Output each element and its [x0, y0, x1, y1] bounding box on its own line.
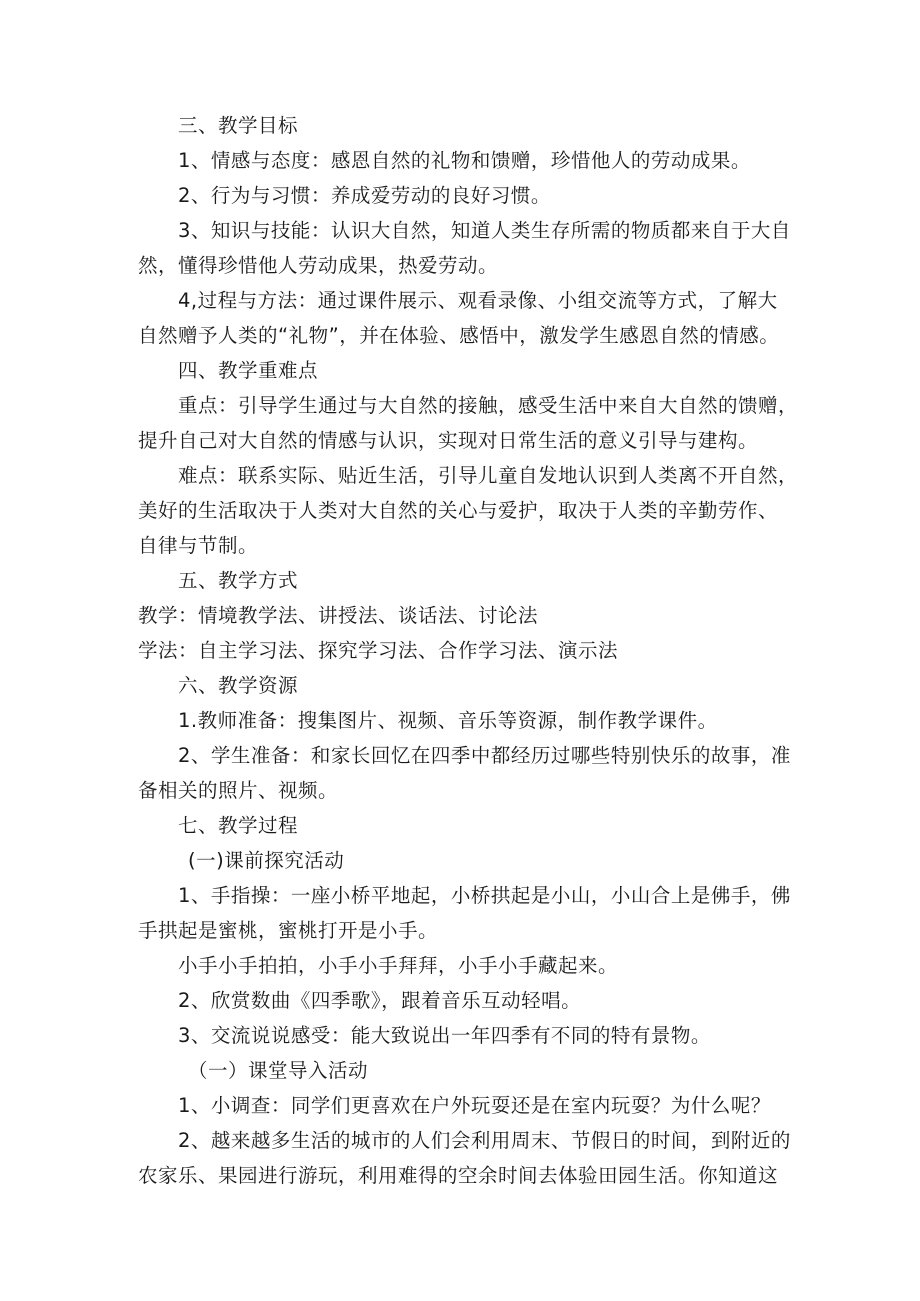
heading-teaching-methods: 五、教学方式 — [178, 569, 299, 592]
paragraph-line: 备相关的照片、视频。 — [138, 779, 339, 802]
paragraph-line: 自然赠予人类的“礼物”，并在体验、感悟中，激发学生感恩自然的情感。 — [138, 324, 780, 347]
paragraph-line: 1.教师准备：搜集图片、视频、音乐等资源，制作教学课件。 — [178, 709, 718, 732]
heading-teaching-resources: 六、教学资源 — [178, 674, 299, 697]
heading-teaching-objectives: 三、教学目标 — [178, 114, 299, 137]
paragraph-line: 1、小调查：同学们更喜欢在户外玩耍还是在室内玩耍？为什么呢？ — [178, 1094, 771, 1117]
paragraph-line: 教学：情境教学法、讲授法、谈话法、讨论法 — [138, 604, 539, 627]
paragraph-line: 然，懂得珍惜他人劳动成果，热爱劳动。 — [138, 254, 499, 277]
paragraph-line: 2、学生准备：和家长回忆在四季中都经历过哪些特别快乐的故事，准 — [178, 744, 791, 767]
paragraph-line: 3、交流说说感受：能大致说出一年四季有不同的特有景物。 — [178, 1024, 711, 1047]
paragraph-line: 3、知识与技能：认识大自然，知道人类生存所需的物质都来自于大自 — [178, 219, 791, 242]
paragraph-line: 4,过程与方法：通过课件展示、观看录像、小组交流等方式，了解大 — [178, 289, 778, 312]
subheading-pre-class-activity: (一)课前探究活动 — [188, 849, 345, 872]
paragraph-line: 1、手指操：一座小桥平地起，小桥拱起是小山，小山合上是佛手，佛 — [178, 884, 791, 907]
paragraph-line: 2、行为与习惯：养成爱劳动的良好习惯。 — [178, 184, 551, 207]
paragraph-line: 提升自己对大自然的情感与认识，实现对日常生活的意义引导与建构。 — [138, 429, 759, 452]
paragraph-line: 难点：联系实际、贴近生活，引导儿童自发地认识到人类离不开自然， — [178, 464, 799, 487]
heading-teaching-process: 七、教学过程 — [178, 814, 299, 837]
paragraph-line: 自律与节制。 — [138, 534, 259, 557]
paragraph-line: 农家乐、果园进行游玩，利用难得的空余时间去体验田园生活。你知道这 — [138, 1164, 779, 1187]
paragraph-line: 2、越来越多生活的城市的人们会利用周末、节假日的时间，到附近的 — [178, 1129, 791, 1152]
paragraph-line: 美好的生活取决于人类对大自然的关心与爱护，取决于人类的辛勤劳作、 — [138, 499, 779, 522]
paragraph-line: 手拱起是蜜桃，蜜桃打开是小手。 — [138, 919, 439, 942]
paragraph-line: 2、欣赏数曲《四季歌》，跟着音乐互动轻唱。 — [178, 989, 582, 1012]
subheading-classroom-intro: （一）课堂导入活动 — [188, 1059, 369, 1082]
paragraph-line: 1、情感与态度：感恩自然的礼物和馈赠，珍惜他人的劳动成果。 — [178, 149, 751, 172]
paragraph-line: 学法：自主学习法、探究学习法、合作学习法、演示法 — [138, 639, 619, 662]
heading-key-difficulties: 四、教学重难点 — [178, 359, 319, 382]
paragraph-line: 重点：引导学生通过与大自然的接触，感受生活中来自大自然的馈赠， — [178, 394, 799, 417]
paragraph-line: 小手小手拍拍，小手小手拜拜，小手小手藏起来。 — [178, 954, 619, 977]
